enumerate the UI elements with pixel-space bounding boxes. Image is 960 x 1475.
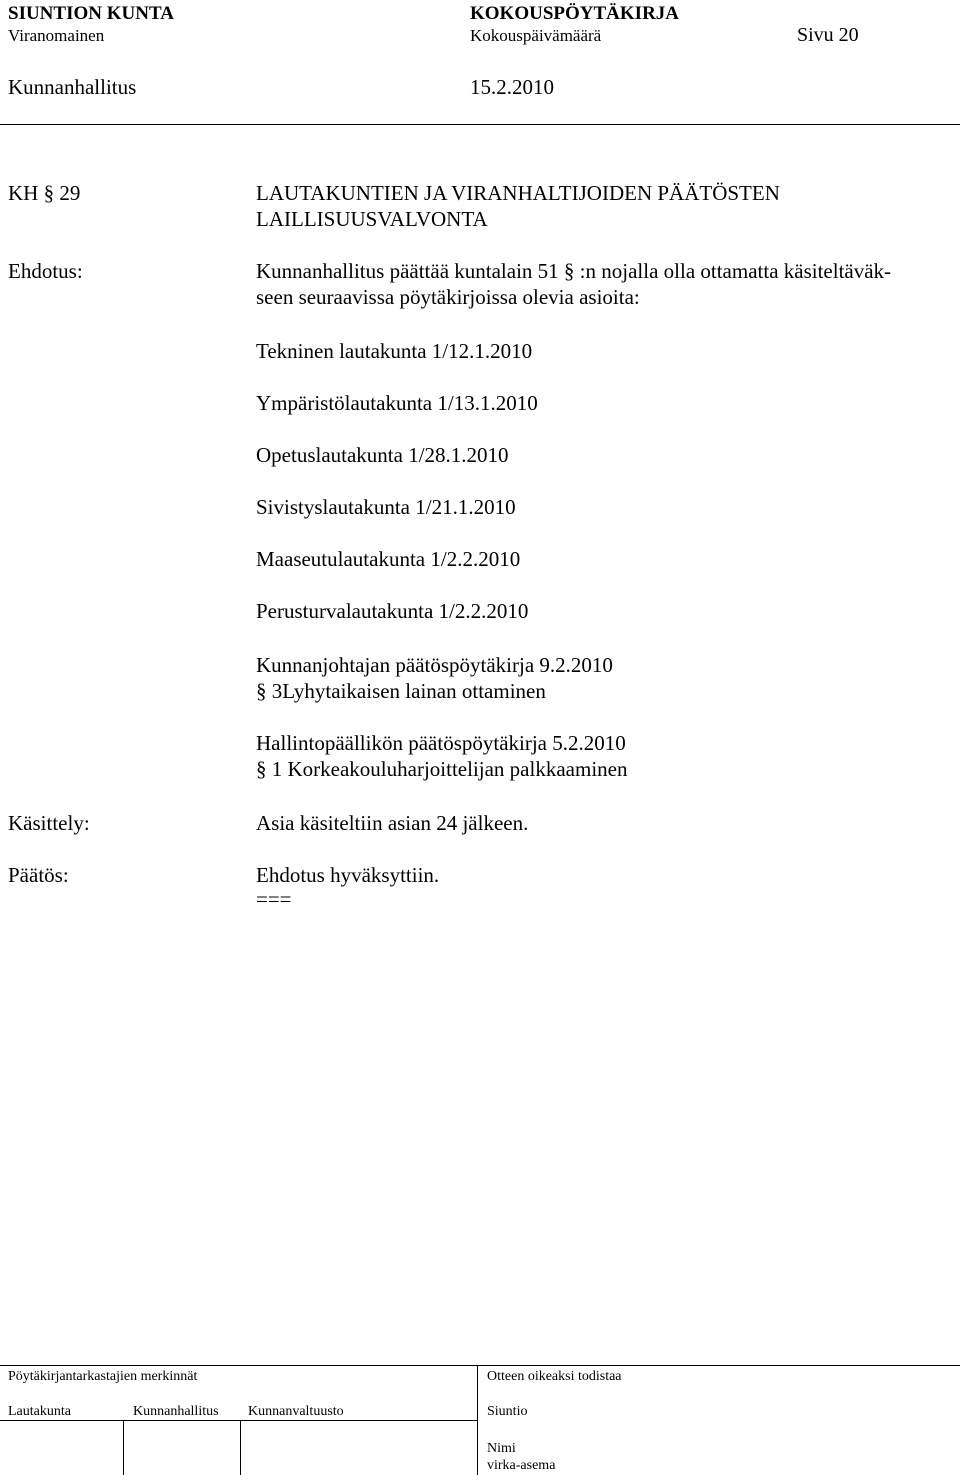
footer-signature-divider <box>123 1420 124 1475</box>
authority-name: Kunnanhallitus <box>8 75 137 99</box>
meeting-date: 15.2.2010 <box>470 75 554 99</box>
minutes-item: Sivistyslautakunta 1/21.1.2010 <box>256 495 516 519</box>
decision-label: Päätös: <box>8 863 69 887</box>
minutes-item: Ympäristölautakunta 1/13.1.2010 <box>256 391 538 415</box>
section-title-line2: LAILLISUUSVALVONTA <box>256 207 488 231</box>
footer-top-border <box>0 1365 960 1366</box>
end-marker: === <box>256 887 292 911</box>
section-id: KH § 29 <box>8 181 81 205</box>
footer-col-assembly: Kunnanvaltuusto <box>248 1404 344 1419</box>
minutes-item: Perusturvalautakunta 1/2.2.2010 <box>256 599 529 623</box>
footer-position-label: virka-asema <box>487 1458 556 1473</box>
decision-record-item: § 3Lyhytaikaisen lainan ottaminen <box>256 679 546 703</box>
decision-record-title: Hallintopäällikön päätöspöytäkirja 5.2.2010 <box>256 731 626 755</box>
date-label: Kokouspäivämäärä <box>470 26 602 45</box>
proposal-line2: seen seuraavissa pöytäkirjoissa olevia asioita: <box>256 285 640 309</box>
document-type: KOKOUSPÖYTÄKIRJA <box>470 3 680 24</box>
decision-record-title: Kunnanjohtajan päätöspöytäkirja 9.2.2010 <box>256 653 613 677</box>
decision-record-item: § 1 Korkeakouluharjoittelijan palkkaaminen <box>256 757 628 781</box>
minutes-item: Tekninen lautakunta 1/12.1.2010 <box>256 339 533 363</box>
page-number: Sivu 20 <box>797 24 859 46</box>
header-divider <box>0 124 960 125</box>
footer-place: Siuntio <box>487 1404 528 1419</box>
footer-col-board: Lautakunta <box>8 1404 71 1419</box>
handling-text: Asia käsiteltiin asian 24 jälkeen. <box>256 811 529 835</box>
reviewers-label: Pöytäkirjantarkastajien merkinnät <box>8 1369 198 1384</box>
footer-column-divider <box>477 1365 478 1475</box>
footer-signature-divider <box>240 1420 241 1475</box>
minutes-item: Opetuslautakunta 1/28.1.2010 <box>256 443 509 467</box>
footer-col-council: Kunnanhallitus <box>133 1404 219 1419</box>
footer-columns-divider <box>0 1420 477 1421</box>
certified-label: Otteen oikeaksi todistaa <box>487 1369 622 1384</box>
decision-text: Ehdotus hyväksyttiin. <box>256 863 440 887</box>
org-name: SIUNTION KUNTA <box>8 3 174 24</box>
proposal-label: Ehdotus: <box>8 259 83 283</box>
authority-label: Viranomainen <box>8 26 105 45</box>
proposal-line1: Kunnanhallitus päättää kuntalain 51 § :n nojalla olla ottamatta käsiteltäväk- <box>256 259 892 283</box>
section-title-line1: LAUTAKUNTIEN JA VIRANHALTIJOIDEN PÄÄTÖSTEN <box>256 181 780 205</box>
handling-label: Käsittely: <box>8 811 90 835</box>
footer-name-label: Nimi <box>487 1441 516 1456</box>
minutes-item: Maaseutulautakunta 1/2.2.2010 <box>256 547 521 571</box>
